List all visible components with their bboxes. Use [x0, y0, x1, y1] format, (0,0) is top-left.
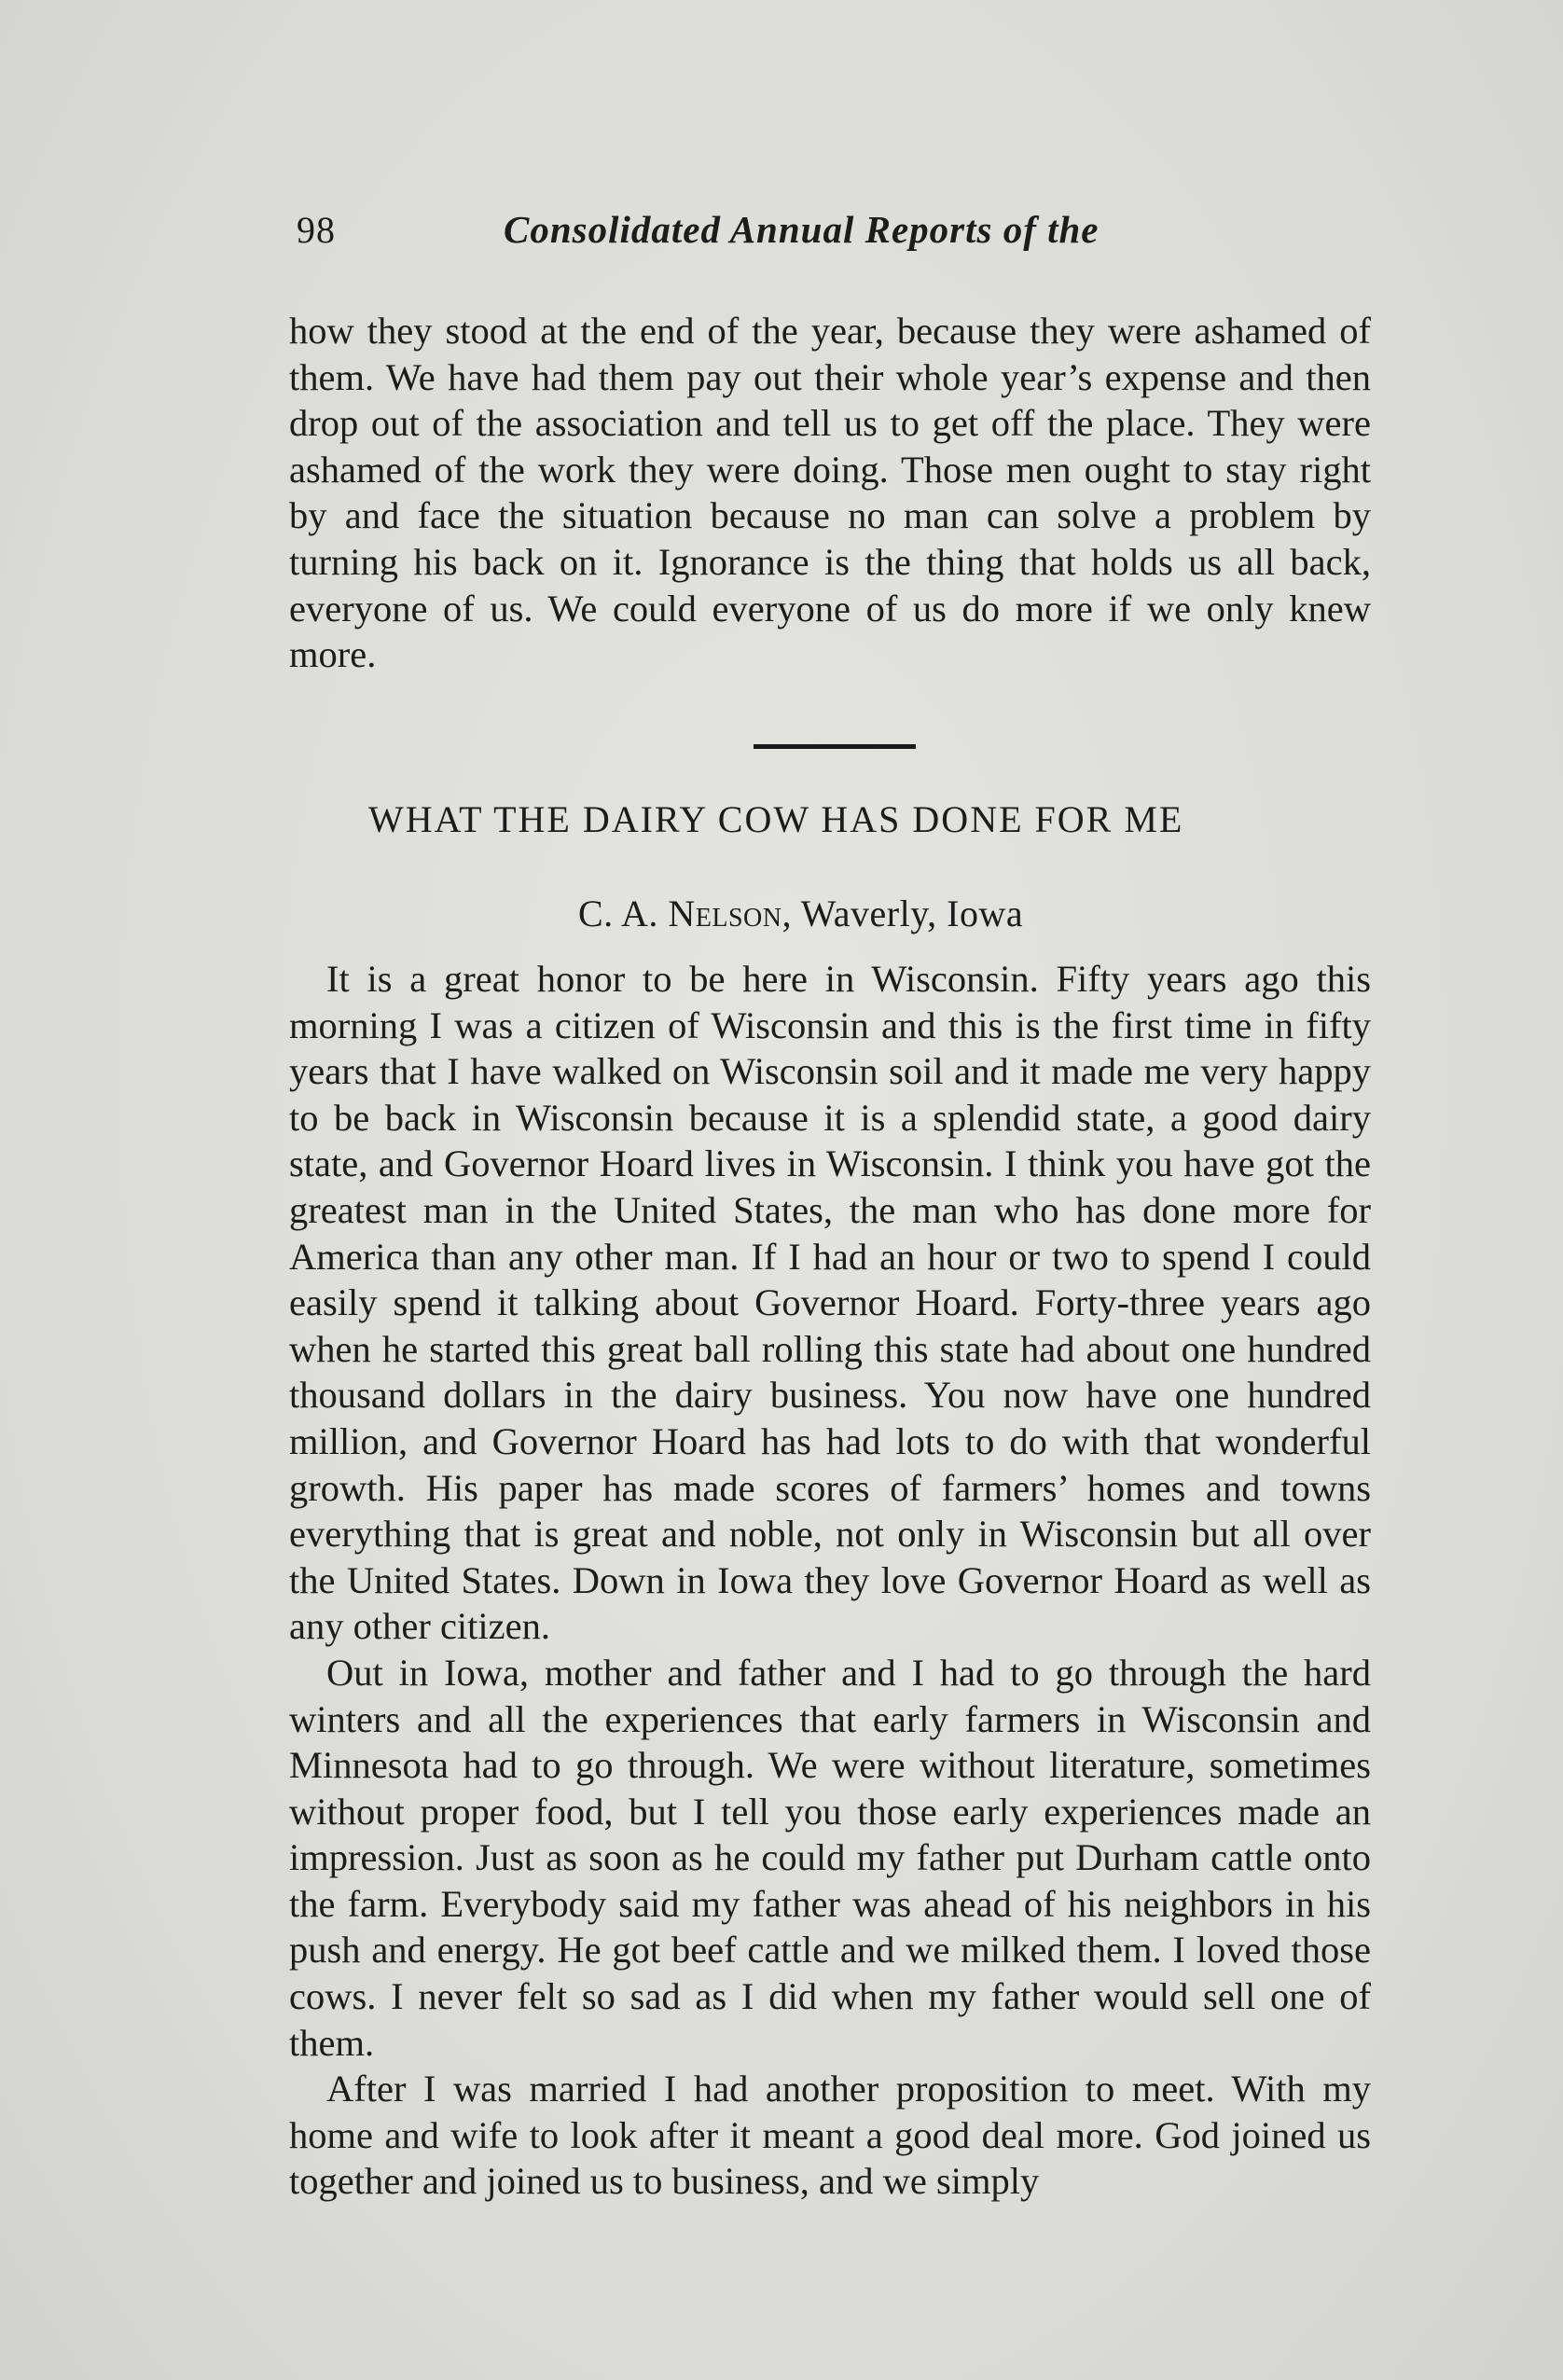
author-place: Waverly, Iowa	[800, 892, 1024, 934]
opening-paragraph: how they stood at the end of the year, because they were ashamed of them. We have had them pay out their whole year’s expense and then drop out of the association and tell us to get off the place. They were ashamed of the work they were doing. Those men ought to stay right by and face the situation because no man can solve a problem by turning his back on it. Ignorance is the thing that holds us all back, everyone of us. We could everyone of us do more if we only knew more.	[289, 310, 1371, 676]
opening-text	[289, 308, 1371, 678]
article-body	[289, 956, 1371, 2205]
body-paragraph: It is a great honor to be here in Wisconsin. Fifty years ago this morning I was a citizen of Wisconsin and this is the first time in fifty years that I have walked on Wisconsin soil and it made me very happy to be back in Wisconsin because it is a splendid state, a good dairy state, and Governor Hoard lives in Wisconsin. I think you have got the greatest man in the United States, the man who has done more for America than any other man. If I had an hour or two to spend I could easily spend it talking about Governor Hoard. Forty-three years ago when he started this great ball rolling this state had about one hundred thousand dollars in the dairy business. You now have one hundred million, and Governor Hoard has had lots to do with that wonderful growth. His paper has made scores of farmers’ homes and towns everything that is great and noble, not only in Wisconsin but all over the United States. Down in Iowa they love Governor Hoard as well as any other citizen.	[289, 958, 1371, 1648]
page-number: 98	[297, 209, 336, 251]
running-title: Consolidated Annual Reports of the	[504, 208, 1100, 251]
body-paragraph: After I was married I had another proposition to meet. With my home and wife to look after it meant a good deal more. God joined us together and joined us to business, and we simply	[289, 2068, 1371, 2203]
author-name: C. A. Nelson,	[578, 892, 792, 934]
running-head	[297, 207, 1229, 263]
section-divider	[754, 744, 916, 749]
byline	[578, 892, 1023, 935]
article-title: WHAT THE DAIRY COW HAS DONE FOR ME	[368, 798, 1184, 840]
body-paragraph: Out in Iowa, mother and father and I had to go through the hard winters and all the experiences that early farmers in Wisconsin and Minnesota had to go through. We were without literature, sometimes without proper food, but I tell you those early experiences made an impression. Just as soon as he could my father put Durham cattle onto the farm. Everybody said my father was ahead of his neighbors in his push and energy. He got beef cattle and we milked them. I loved those cows. I never felt so sad as I did when my father would sell one of them.	[289, 1651, 1371, 2064]
